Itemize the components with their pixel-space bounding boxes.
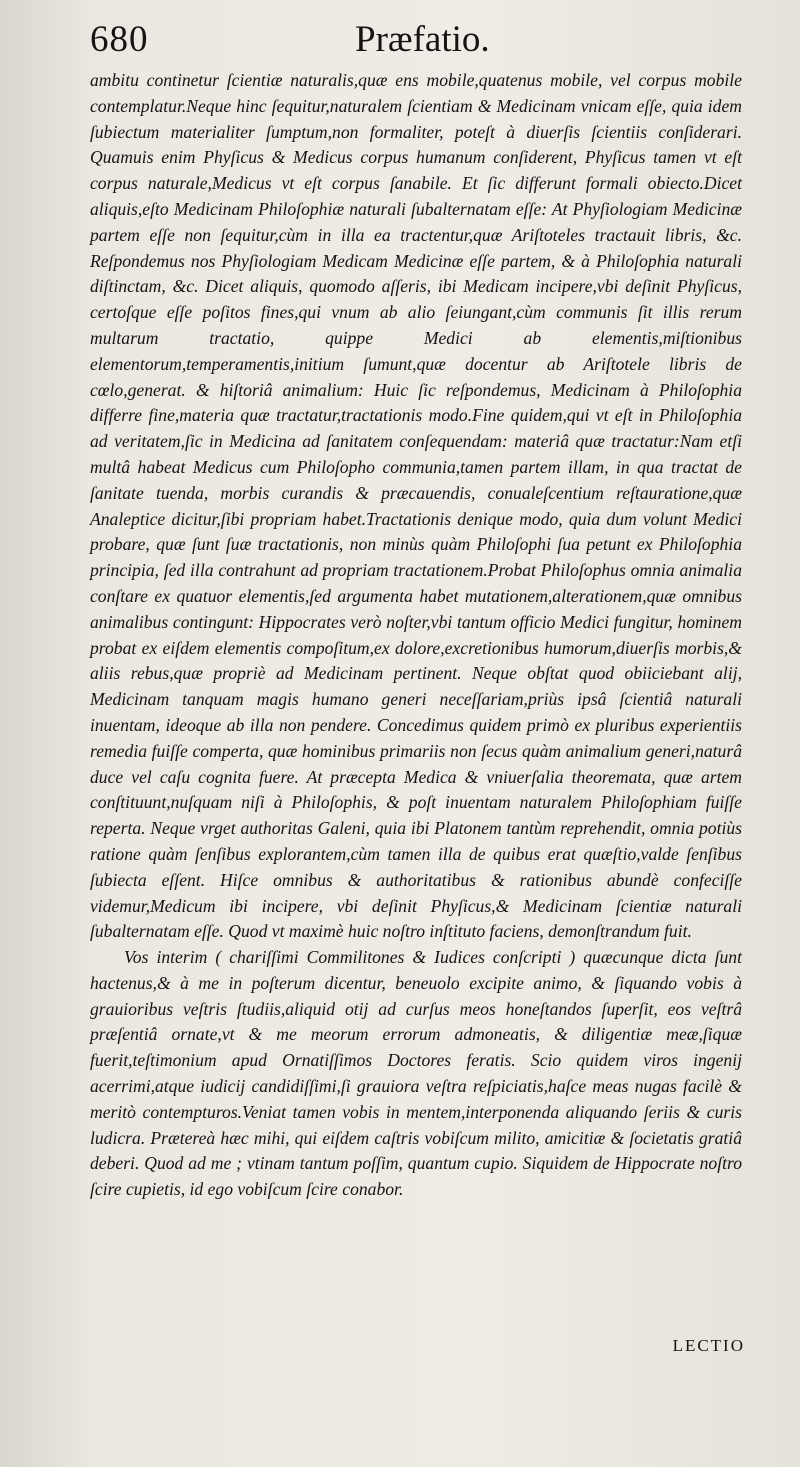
catchword: LECTIO xyxy=(672,1336,745,1355)
page-number: 680 xyxy=(90,19,149,60)
paragraph-1: ambitu continetur ſcientiæ naturalis,quæ ens mobile,quatenus mobile, vel corpus mobile contemplatur.Neque hinc ſequitur,naturalem ſcientiam & Medicinam vnicam eſſe, quia idem ſubiectum materialiter ſumptum,non formaliter, poteſt à diuerſis ſcientiis conſiderari. Quamuis enim Phyſicus & Medicus corpus humanum conſiderent, Phyſicus tamen vt eſt corpus naturale,Medicus vt eſt corpus ſanabile. Et ſic differunt formali obiecto.Dicet aliquis,eſto Medicinam Philoſophiæ naturali ſubalternatam eſſe: At Phyſiologiam Medicinæ partem eſſe non ſequitur,cùm in illa ea tractentur,quæ Ariſtoteles tractauit libris, &c. Reſpondemus nos Phyſiologiam Medicam Medicinæ eſſe partem, & à Philoſophia naturali diſtinctam, &c. Dicet aliquis, quomodo aſſeris, ibi Medicam incipere,vbi deſinit Phyſicus, certoſque eſſe poſitos fines,qui vnum ab alio ſeiungant,cùm communis ſit illis rerum multarum tractatio, quippe Medici ab elementis,miſtionibus elementorum,temperamentis,initium ſumunt,quæ docentur ab Ariſtotele libris de cœlo,generat. & hiſtoriâ animalium: Huic ſic reſpondemus, Medicinam à Philoſophia differre fine,materia quæ tractatur,tractationis modo.Fine quidem,qui vt eſt in Philoſophia ad veritatem,ſic in Medicina ad ſanitatem conſequendam: materiâ quæ tractatur:Nam etſi multâ habeat Medicus cum Philoſopho communia,tamen partem illam, in qua tractat de ſanitate tuenda, morbis curandis & præcauendis, conualeſcentium reſtauratione,quæ Analeptice dicitur,ſibi propriam habet.Tractationis denique modo, quia dum volunt Medici probare, quæ ſunt ſuæ tractationis, non minùs quàm Philoſophi ſua petunt ex Philoſophia principia, ſed illa contrahunt ad propriam tractationem.Probat Philoſophus omnia animalia conſtare ex quatuor elementis,ſed argumenta habet mutationem,alterationem,quæ omnibus animalibus contingunt: Hippocrates verò noſter,vbi tantum officio Medici fungitur, hominem probat ex eiſdem elementis compoſitum,ex dolore,excretionibus humorum,diuerſis morbis,& aliis rebus,quæ propriè ad Medicinam pertinent. Neque obſtat quod obiiciebant alij, Medicinam tanquam magis humano generi neceſſariam,priùs ipsâ ſcientiâ naturali inuentam, ideoque ab illa non pendere. Concedimus quidem primò ex pluribus experientiis remedia fuiſſe comperta, quæ hominibus primariis non ſecus quàm animalium generi,naturâ duce vel caſu cognita fuere. At præcepta Medica & vniuerſalia theoremata, quæ artem conſtituunt,nuſquam niſi à Philoſophis, & poſt inuentam naturalem Philoſophiam fuiſſe reperta. Neque vrget authoritas Galeni, quia ibi Platonem tantùm reprehendit, omnia potiùs ratione quàm ſenſibus explorantem,cùm tamen illa de quibus erat quæſtio,valde ſenſibus ſubiecta eſſent. Hiſce omnibus & authoritatibus & rationibus abundè confeciſſe videmur,Medicum ibi incipere, vbi deſinit Phyſicus,& Medicinam ſcientiæ naturali ſubalternatam eſſe. Quod vt maximè huic noſtro inſtituto faciens, demonſtrandum fuit. xyxy=(90,70,742,942)
running-title: Præfatio. xyxy=(355,19,490,60)
paragraph-2: Vos interim ( chariſſimi Commilitones & Iudices conſcripti ) quæcunque dicta ſunt hactenus,& à me in poſterum dicentur, beneuolo excipite animo, & ſiquando vobis à grauioribus veſtris ſtudiis,aliquid otij ad curſus meos honeſtandos ſuperſit, eos veſtrâ præſentiâ ornate,vt & me meorum errorum admoneatis, & diligentiæ meæ,ſiquæ fuerit,teſtimonium apud Ornatiſſimos Doctores feratis. Scio quidem viros ingenij acerrimi,atque iudicij candidiſſimi,ſi grauiora veſtra reſpiciatis,haſce meas nugas facilè & meritò contempturos.Veniat tamen vobis in mentem,interponenda aliquando ſeriis & curis ludicra. Prætereà hæc mihi, qui eiſdem caſtris vobiſcum milito, amicitiæ & ſocietatis gratiâ deberi. Quod ad me ; vtinam tantum poſſim, quantum cupio. Siquidem de Hippocrate noſtro ſcire cupietis, id ego vobiſcum ſcire conabor. xyxy=(90,947,742,1200)
body-text xyxy=(90,68,742,1203)
page-header xyxy=(90,18,710,64)
